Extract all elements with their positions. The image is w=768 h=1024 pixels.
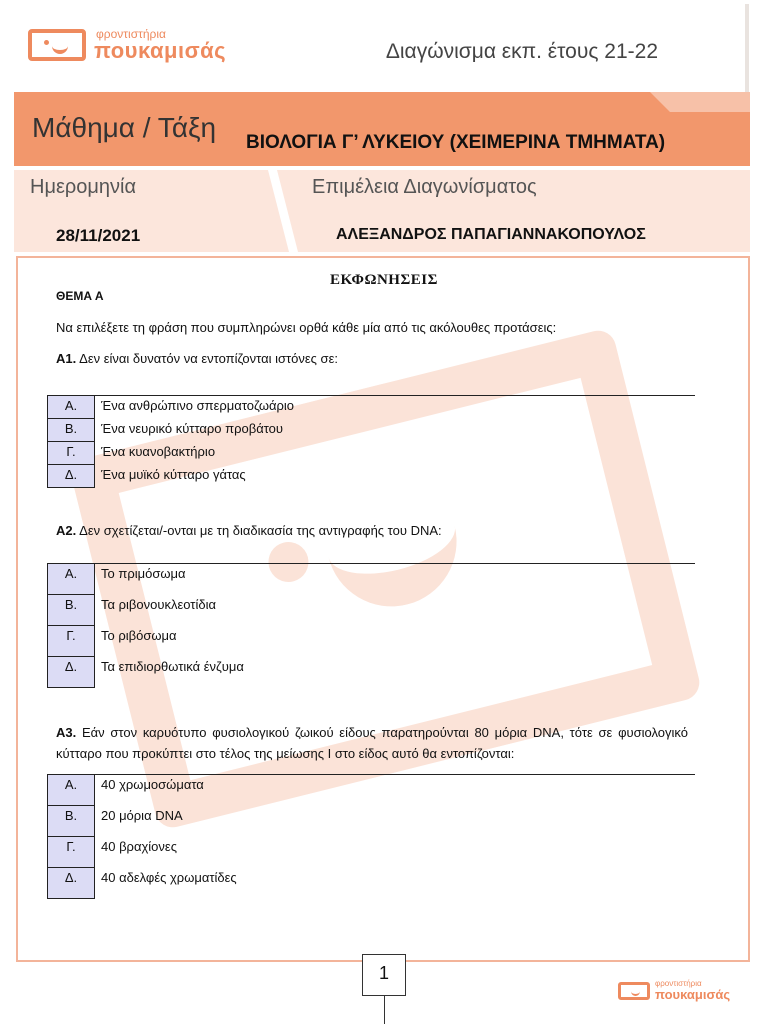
option-letter: Γ. (48, 626, 95, 657)
question-a3 (56, 722, 688, 764)
footer-smile-icon (618, 982, 650, 1000)
option-letter: Γ. (48, 837, 95, 868)
brand-tagline: φροντιστήρια (96, 27, 166, 41)
brand-logo (28, 28, 226, 62)
question-text: Δεν είναι δυνατόν να εντοπίζονται ιστόνες σε: (76, 351, 338, 366)
option-letter: Α. (48, 775, 95, 806)
option-row[interactable] (48, 419, 696, 442)
option-text: 40 χρωμοσώματα (95, 775, 696, 806)
option-text: Ένα μυϊκό κύτταρο γάτας (101, 466, 246, 482)
question-a2 (56, 523, 442, 538)
date-value: 28/11/2021 (56, 226, 141, 245)
footer-logo (618, 980, 730, 1001)
option-letter: Β. (48, 595, 95, 626)
option-text: Το πριμόσωμα (95, 564, 696, 595)
option-row[interactable] (48, 465, 696, 488)
author-value: ΑΛΕΞΑΝΔΡΟΣ ΠΑΠΑΓΙΑΝΝΑΚΟΠΟΥΛΟΣ (336, 226, 646, 243)
option-text: Το ριβόσωμα (101, 627, 177, 643)
option-row[interactable] (48, 868, 696, 899)
theme-label: ΘΕΜΑ Α (56, 289, 104, 303)
date-label: Ημερομηνία (30, 176, 137, 198)
question-number: Α3. (56, 725, 77, 740)
brand-name: πουκαμισάς (94, 38, 227, 63)
section-heading: ΕΚΦΩΝΗΣΕΙΣ (330, 272, 438, 288)
option-letter: Α. (48, 396, 95, 419)
option-text: Ένα κυανοβακτήριο (101, 443, 216, 459)
subject-title: Μάθημα / Τάξη (32, 112, 217, 143)
question-text: Δεν σχετίζεται/-ονται με τη διαδικασία της αντιγραφής του DNA: (76, 523, 442, 538)
option-letter: Δ. (48, 465, 95, 488)
page-number: 1 (362, 954, 406, 996)
footer-brand-name: πουκαμισάς (655, 987, 731, 1002)
option-row[interactable] (48, 657, 696, 688)
option-text: 20 μόρια DNA (101, 807, 183, 823)
question-text: Εάν στον καρυότυπο φυσιολογικού ζωικού είδους παρατηρούνται 80 μόρια DNA, τότε σε φυσιολογικό κύτταρο που προκύπτει στο τέλος της μείωσης Ι στο είδος αυτό θα εντοπίζονται: (56, 725, 688, 761)
option-letter: Β. (48, 806, 95, 837)
option-text: 40 αδελφές χρωματίδες (101, 869, 237, 885)
options-table-a3 (47, 774, 695, 899)
option-row[interactable] (48, 396, 696, 419)
question-a1 (56, 351, 338, 366)
options-table-a1 (47, 395, 695, 488)
option-text: 40 βραχίονες (101, 838, 177, 854)
option-letter: Γ. (48, 442, 95, 465)
option-letter: Β. (48, 419, 95, 442)
option-row[interactable] (48, 837, 696, 868)
option-letter: Α. (48, 564, 95, 595)
option-letter: Δ. (48, 868, 95, 899)
option-row[interactable] (48, 564, 696, 595)
option-text: Ένα ανθρώπινο σπερματοζωάριο (95, 396, 696, 419)
options-table-a2 (47, 563, 695, 688)
footer-tagline: φροντιστήρια (655, 979, 702, 988)
question-number: Α1. (56, 351, 77, 366)
option-text: Τα επιδιορθωτικά ένζυμα (101, 658, 244, 674)
decorative-line (745, 4, 749, 100)
author-label: Επιμέλεια Διαγωνίσματος (312, 176, 537, 198)
option-row[interactable] (48, 806, 696, 837)
option-row[interactable] (48, 442, 696, 465)
subject-value: ΒΙΟΛΟΓΙΑ Γ’ ΛΥΚΕΙΟΥ (ΧΕΙΜΕΡΙΝΑ ΤΜΗΜΑΤΑ) (246, 132, 666, 153)
option-row[interactable] (48, 595, 696, 626)
option-row[interactable] (48, 626, 696, 657)
decorative-line (384, 996, 385, 1024)
instructions: Να επιλέξετε τη φράση που συμπληρώνει ορθά κάθε μία από τις ακόλουθες προτάσεις: (56, 320, 557, 335)
brand-smile-icon (28, 29, 86, 61)
exam-label: Διαγώνισμα εκπ. έτους 21-22 (385, 40, 658, 63)
option-text: Ένα νευρικό κύτταρο προβάτου (101, 420, 284, 436)
question-number: Α2. (56, 523, 77, 538)
option-text: Τα ριβονουκλεοτίδια (101, 596, 216, 612)
option-letter: Δ. (48, 657, 95, 688)
option-row[interactable] (48, 775, 696, 806)
